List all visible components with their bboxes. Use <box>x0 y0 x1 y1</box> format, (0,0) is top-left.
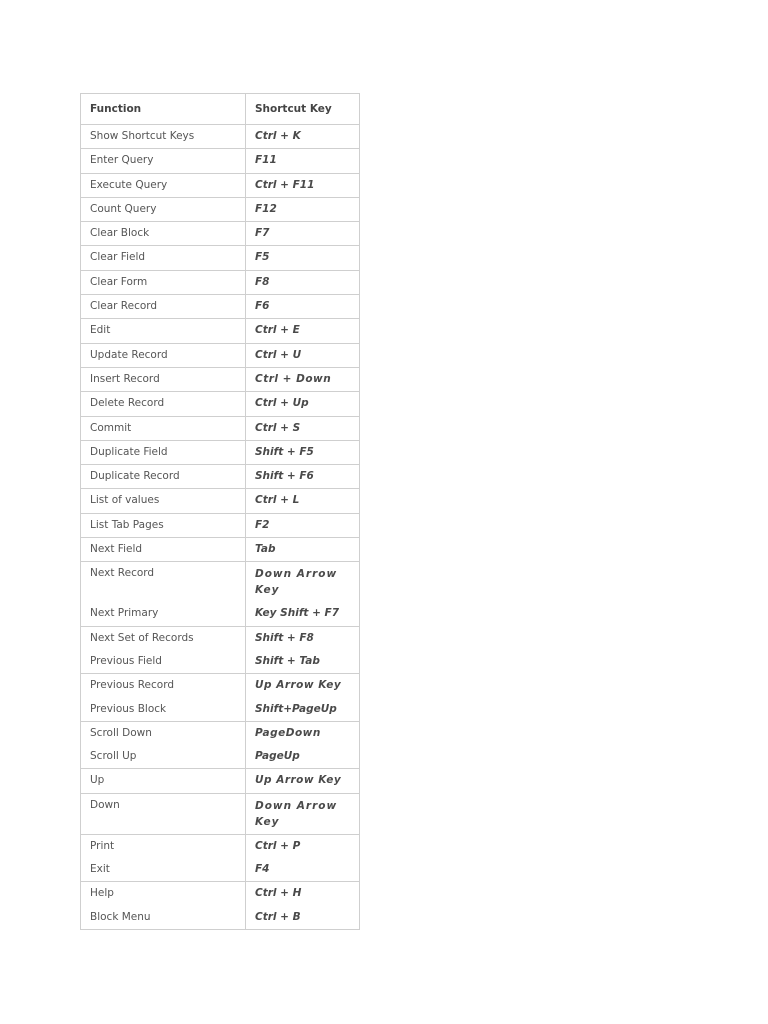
shortcut-key-label: Key Shift + F7 <box>255 607 339 620</box>
shortcut-key-cell <box>246 392 360 416</box>
function-cell <box>81 367 246 391</box>
table-row <box>81 222 360 246</box>
table-row <box>81 149 360 173</box>
function-label: Edit <box>90 324 111 337</box>
shortcut-key-cell <box>246 562 360 626</box>
function-cell <box>81 392 246 416</box>
table-body <box>81 125 360 930</box>
function-label: Previous Field <box>90 654 162 667</box>
shortcut-key-label: F8 <box>255 275 270 288</box>
shortcut-key-label: Ctrl + K <box>255 130 301 142</box>
function-cell <box>81 489 246 513</box>
function-label: Up <box>90 774 105 787</box>
function-label: Next Primary <box>90 607 159 620</box>
function-label: Exit <box>90 863 110 876</box>
shortcut-key-label: PageUp <box>255 750 300 763</box>
shortcut-key-label: Shift + F8 <box>255 631 314 644</box>
shortcut-key-label: F6 <box>255 300 270 313</box>
table-row <box>81 465 360 489</box>
table-header-row <box>81 94 360 125</box>
shortcut-key-label: Up Arrow Key <box>255 774 342 787</box>
function-cell <box>81 295 246 319</box>
function-cell <box>81 834 246 882</box>
table-row <box>81 793 360 834</box>
function-label: List of values <box>90 494 160 507</box>
function-cell <box>81 149 246 173</box>
function-label: Commit <box>90 421 132 434</box>
table-row <box>81 173 360 197</box>
function-cell <box>81 270 246 294</box>
shortcut-key-cell <box>246 319 360 343</box>
table-row <box>81 367 360 391</box>
function-cell <box>81 465 246 489</box>
shortcut-key-cell <box>246 246 360 270</box>
function-cell <box>81 793 246 834</box>
shortcut-key-label: Shift + F6 <box>255 470 314 483</box>
table-row <box>81 513 360 537</box>
function-label: Clear Field <box>90 251 146 264</box>
function-label: Scroll Down <box>90 726 152 739</box>
function-label: Down <box>90 798 120 811</box>
shortcut-key-cell <box>246 149 360 173</box>
shortcut-key-cell <box>246 538 360 562</box>
function-cell <box>81 440 246 464</box>
function-cell <box>81 674 246 722</box>
shortcut-key-label: Ctrl + H <box>255 887 302 900</box>
column-header-function: Function <box>81 94 246 125</box>
function-cell <box>81 769 246 793</box>
table-row <box>81 769 360 793</box>
function-label: Clear Form <box>90 275 148 288</box>
shortcut-key-cell <box>246 793 360 834</box>
shortcut-key-label: Up Arrow Key <box>255 679 342 692</box>
shortcut-key-label: F11 <box>255 154 277 167</box>
function-label: Next Field <box>90 543 143 556</box>
function-cell <box>81 173 246 197</box>
shortcut-key-label: PageDown <box>255 726 321 739</box>
function-label: Update Record <box>90 348 168 361</box>
shortcut-key-label: Ctrl + L <box>255 494 300 507</box>
table-row <box>81 721 360 769</box>
table-row <box>81 834 360 882</box>
shortcut-key-cell <box>246 674 360 722</box>
function-cell <box>81 197 246 221</box>
shortcut-key-label: Ctrl + P <box>255 839 301 852</box>
shortcut-key-cell <box>246 197 360 221</box>
table-row <box>81 295 360 319</box>
shortcut-key-label: Shift + Tab <box>255 654 320 667</box>
shortcut-key-label: Down Arrow Key <box>255 799 338 828</box>
function-label: Print <box>90 839 115 852</box>
shortcut-key-cell <box>246 173 360 197</box>
function-cell <box>81 416 246 440</box>
table-row <box>81 319 360 343</box>
shortcut-key-cell <box>246 513 360 537</box>
table-row <box>81 626 360 674</box>
function-label: Clear Record <box>90 300 158 313</box>
shortcut-key-cell <box>246 489 360 513</box>
function-label: Next Set of Records <box>90 631 194 644</box>
shortcut-key-cell <box>246 222 360 246</box>
function-label: Count Query <box>90 202 157 215</box>
function-cell <box>81 222 246 246</box>
shortcut-key-cell <box>246 295 360 319</box>
table-row <box>81 270 360 294</box>
function-label: Delete Record <box>90 397 165 410</box>
shortcut-key-cell <box>246 440 360 464</box>
function-label: Scroll Up <box>90 750 137 763</box>
function-label: Duplicate Field <box>90 445 168 458</box>
table-row <box>81 440 360 464</box>
function-label: Block Menu <box>90 910 151 923</box>
shortcut-key-cell <box>246 834 360 882</box>
shortcut-key-cell <box>246 721 360 769</box>
function-cell <box>81 125 246 149</box>
shortcut-key-label: Ctrl + Up <box>255 397 309 410</box>
function-label: Next Record <box>90 567 155 580</box>
column-header-shortcut-key: Shortcut Key <box>246 94 360 125</box>
function-cell <box>81 562 246 626</box>
shortcut-key-label: Shift + F5 <box>255 445 314 458</box>
shortcut-key-label: F12 <box>255 202 277 215</box>
function-cell <box>81 538 246 562</box>
table-row <box>81 674 360 722</box>
shortcut-key-label: Down Arrow Key <box>255 568 338 597</box>
shortcut-key-label: Ctrl + B <box>255 910 301 923</box>
shortcut-key-cell <box>246 465 360 489</box>
table-row <box>81 392 360 416</box>
shortcut-key-label: Shift+PageUp <box>255 702 337 715</box>
function-label: Clear Block <box>90 227 150 240</box>
function-cell <box>81 513 246 537</box>
table-row <box>81 416 360 440</box>
shortcut-key-cell <box>246 882 360 930</box>
function-label: Help <box>90 887 114 900</box>
function-label: Enter Query <box>90 154 154 167</box>
table-row <box>81 125 360 149</box>
shortcut-key-label: F4 <box>255 863 270 876</box>
function-cell <box>81 343 246 367</box>
shortcut-key-label: Ctrl + U <box>255 348 302 361</box>
shortcut-key-label: Ctrl + E <box>255 324 300 337</box>
function-cell <box>81 626 246 674</box>
table-row <box>81 343 360 367</box>
function-label: Execute Query <box>90 178 168 191</box>
shortcut-key-label: F7 <box>255 227 270 240</box>
function-label: Insert Record <box>90 372 160 385</box>
function-label: Duplicate Record <box>90 470 180 483</box>
table-row <box>81 246 360 270</box>
table-row <box>81 562 360 626</box>
shortcut-key-label: F2 <box>255 518 270 531</box>
shortcut-key-label: Tab <box>255 543 276 556</box>
function-label: Show Shortcut Keys <box>90 130 195 142</box>
table-row <box>81 489 360 513</box>
shortcut-key-label: F5 <box>255 251 270 264</box>
shortcut-key-cell <box>246 367 360 391</box>
function-cell <box>81 246 246 270</box>
function-cell <box>81 319 246 343</box>
shortcut-key-cell <box>246 343 360 367</box>
shortcut-key-cell <box>246 270 360 294</box>
function-cell <box>81 721 246 769</box>
shortcut-key-label: Ctrl + F11 <box>255 178 315 191</box>
shortcut-key-cell <box>246 769 360 793</box>
function-cell <box>81 882 246 930</box>
shortcut-key-cell <box>246 626 360 674</box>
function-label: List Tab Pages <box>90 518 164 531</box>
shortcut-key-cell <box>246 125 360 149</box>
table-row <box>81 882 360 930</box>
table-row <box>81 538 360 562</box>
shortcut-key-label: Ctrl + S <box>255 421 301 434</box>
function-label: Previous Block <box>90 702 167 715</box>
shortcut-key-cell <box>246 416 360 440</box>
function-label: Previous Record <box>90 679 174 692</box>
shortcut-table <box>80 93 360 930</box>
shortcut-key-label: Ctrl + Down <box>255 372 332 385</box>
table-row <box>81 197 360 221</box>
